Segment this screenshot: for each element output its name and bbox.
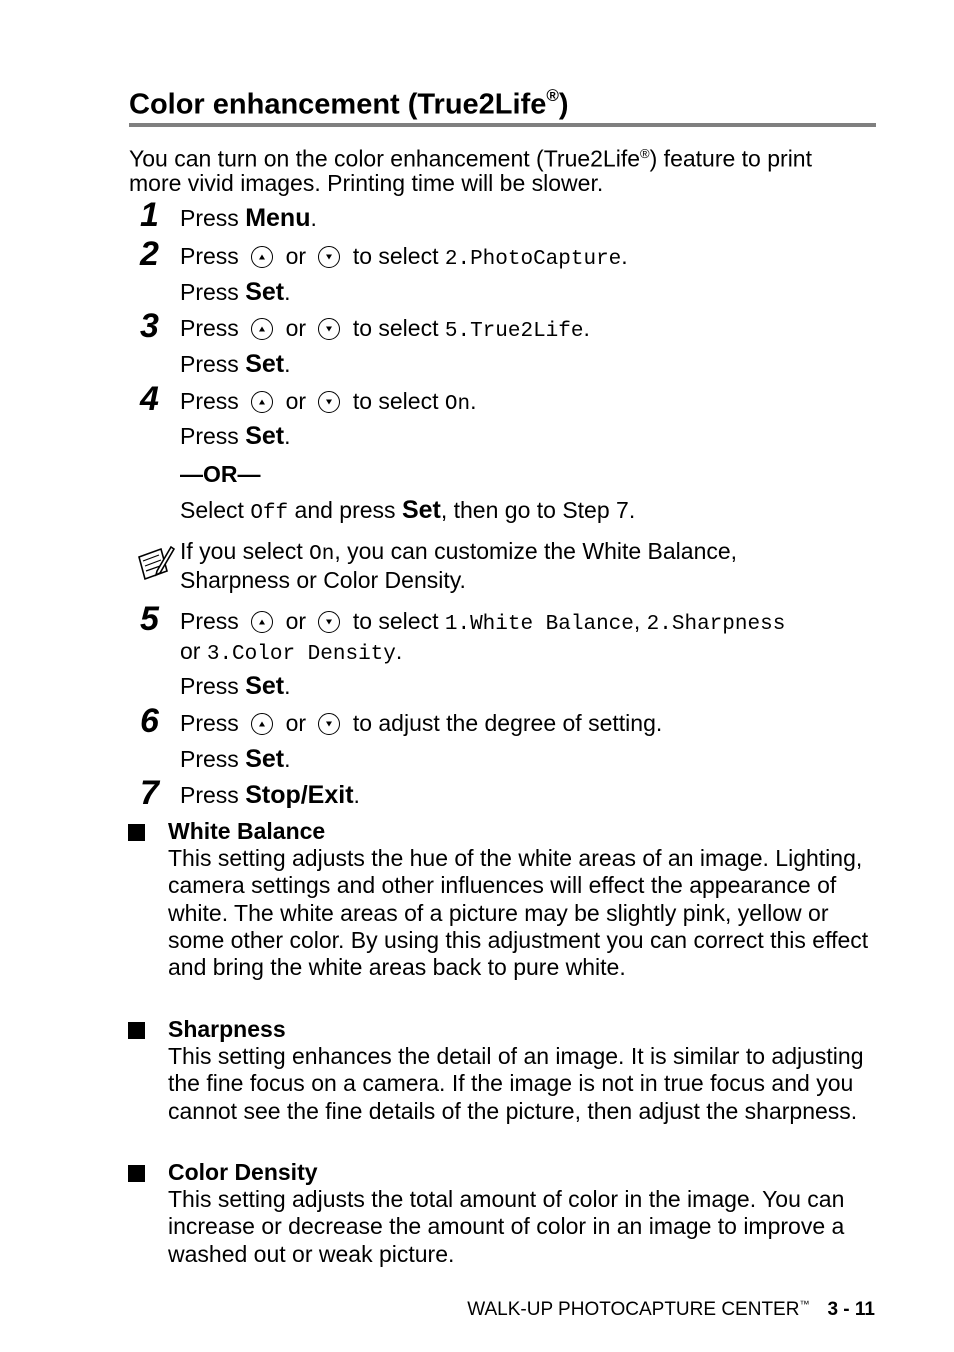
down-arrow-icon xyxy=(318,713,340,735)
note-pencil-icon xyxy=(133,541,175,583)
note-line-1: If you select On, you can customize the White Balance, xyxy=(180,538,738,566)
setting-title: White Balance xyxy=(168,818,326,844)
step-number: 5 xyxy=(140,600,159,638)
intro-line-2: more vivid images. Printing time will be slower. xyxy=(129,170,604,196)
setting-title: Color Density xyxy=(168,1159,318,1185)
sharpness-section xyxy=(168,1016,888,1125)
color-density-section xyxy=(168,1159,888,1268)
up-arrow-icon xyxy=(251,318,273,340)
press-set: Press Set. xyxy=(180,672,291,700)
bullet-square xyxy=(128,824,145,841)
step-number: 2 xyxy=(140,235,159,273)
up-arrow-icon xyxy=(251,391,273,413)
white-balance-section xyxy=(168,818,888,981)
down-arrow-icon xyxy=(318,391,340,413)
page-number: 3 - 11 xyxy=(827,1299,875,1320)
page-title: Color enhancement (True2Life®) xyxy=(129,86,569,121)
up-arrow-icon xyxy=(251,246,273,268)
setting-title: Sharpness xyxy=(168,1016,286,1042)
bullet-square xyxy=(128,1022,145,1039)
setting-body: This setting adjusts the total amount of color in the image. You can increase or decrease the amount of color in an image to improve a washed out or weak picture. xyxy=(168,1186,845,1267)
or-separator: —OR— xyxy=(180,461,261,487)
step-7-text: Press Stop/Exit. xyxy=(180,781,360,809)
step-number: 4 xyxy=(140,380,159,418)
step-number: 7 xyxy=(140,774,159,812)
setting-body: This setting enhances the detail of an image. It is similar to adjusting the fine focus on a camera. If the image is not in true focus and you cannot see the fine details of the picture, then adjust the sharpness. xyxy=(168,1043,864,1124)
step-number: 3 xyxy=(140,307,159,345)
up-arrow-icon xyxy=(251,713,273,735)
press-set: Press Set. xyxy=(180,350,291,378)
press-set: Press Set. xyxy=(180,422,291,450)
down-arrow-icon xyxy=(318,611,340,633)
step-1-text: Press Menu. xyxy=(180,204,317,232)
down-arrow-icon xyxy=(318,318,340,340)
step-6-text: Press or to adjust the degree of setting. xyxy=(180,710,663,736)
press-set: Press Set. xyxy=(180,278,291,306)
footer-section: WALK-UP PHOTOCAPTURE CENTER xyxy=(467,1299,800,1320)
step-4-text: Press or to select On. xyxy=(180,388,477,416)
press-set: Press Set. xyxy=(180,745,291,773)
step-5-text-cont: or 3.Color Density. xyxy=(180,638,403,666)
setting-body: This setting adjusts the hue of the white areas of an image. Lighting, camera settings and other influences will effect the appearance of white. The white areas of a picture may be slightly pink, yellow or some other color. By using this adjustment you can correct this effect and bring the white areas back to pure white. xyxy=(168,845,869,981)
step-3-text: Press or to select 5.True2Life. xyxy=(180,315,590,343)
intro-line-1: You can turn on the color enhancement (True2Life®) feature to print xyxy=(129,145,812,172)
step-2-text: Press or to select 2.PhotoCapture. xyxy=(180,243,628,271)
bullet-square xyxy=(128,1165,145,1182)
step-number: 6 xyxy=(140,702,159,740)
title-rule xyxy=(129,123,876,127)
step-5-text: Press or to select 1.White Balance, 2.Sharpness xyxy=(180,608,786,636)
note-line-2: Sharpness or Color Density. xyxy=(180,567,466,593)
down-arrow-icon xyxy=(318,246,340,268)
up-arrow-icon xyxy=(251,611,273,633)
step-number: 1 xyxy=(140,196,159,234)
step-4-alternative: Select Off and press Set, then go to Step 7. xyxy=(180,496,636,525)
page-footer: WALK-UP PHOTOCAPTURE CENTER™ 3 - 11 xyxy=(467,1299,875,1320)
